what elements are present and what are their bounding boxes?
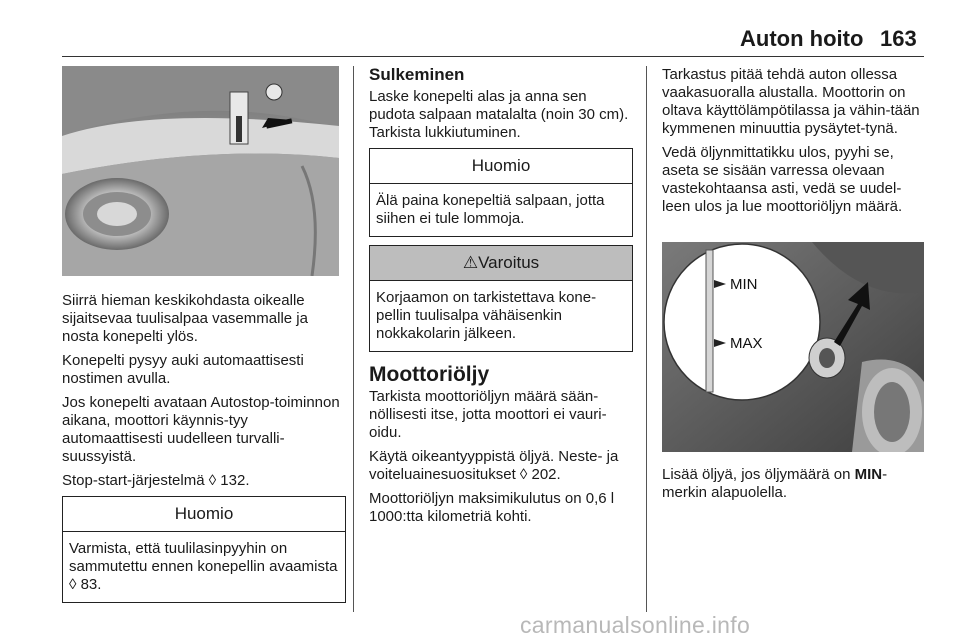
column-divider-1 (353, 66, 354, 612)
warning-body: Korjaamon on tarkistettava kone-pellin tuulisalpa vähäisenkin nokkakolarin jälkeen. (376, 289, 597, 342)
oil-consumption-text: Moottoriöljyn maksimikulutus on 0,6 l 1000:tta kilometriä kohti. (369, 490, 615, 525)
autostop-text: Jos konepelti avataan Autostop-toiminnon aikana, moottori käynnis-tyy automaattisesti uudelleen turvalli-suussyistä. (62, 394, 340, 465)
column-3-bottom (662, 466, 928, 508)
note-heading: Huomio (370, 149, 632, 184)
note-body: Älä paina konepeltiä salpaan, jotta siihen ei tule lommoja. (376, 192, 605, 227)
header-rule (62, 56, 924, 57)
warning-heading-label: Varoitus (478, 253, 540, 272)
inspection-conditions-text: Tarkastus pitää tehdä auton ollessa vaakasuoralla alustalla. Moottorin on oltava käyttölämpötilassa ja vähin-tään kymmenen minuuttia pysäytet-tynä. (662, 66, 920, 137)
column-2 (369, 66, 633, 532)
page-number: 163 (880, 26, 917, 51)
note-box-hood (369, 148, 633, 237)
hood-open-instruction: Siirrä hieman keskikohdasta oikealle sijaitsevaa tuulisalpaa vasemmalle ja nosta konepelti ylös. (62, 292, 308, 345)
running-header-title: Auton hoito (740, 26, 864, 51)
dipstick-procedure-text: Vedä öljynmittatikku ulos, pyyhi se, aseta se sisään varressa olevaan vastekohtaansa asti, vedä se uudel-leen ulos ja lue moottoriöljyn määrä. (662, 144, 903, 215)
dipstick-photo (662, 242, 924, 452)
note-body: Varmista, että tuulilasinpyyhin on sammutettu ennen konepellin avaamista ◊ 83. (69, 540, 338, 593)
note-box-wiper (62, 496, 346, 603)
add-oil-text-post: -merkin alapuolella. (662, 466, 888, 501)
column-3 (662, 66, 928, 222)
add-oil-text (662, 466, 928, 502)
closing-text: Laske konepelti alas ja anna sen pudota salpaan matalalta (noin 30 cm). Tarkista lukkiutuminen. (369, 88, 629, 141)
warning-box (369, 245, 633, 352)
dipstick-min-label: MIN (730, 276, 758, 293)
stop-start-reference: Stop-start-järjestelmä ◊ 132. (62, 472, 250, 489)
column-divider-2 (646, 66, 647, 612)
hood-latch-photo (62, 66, 339, 276)
hood-lift-text: Konepelti pysyy auki automaattisesti nostimen avulla. (62, 352, 304, 387)
column-1 (62, 292, 346, 611)
dipstick-max-label: MAX (730, 335, 763, 352)
oil-check-text: Tarkista moottoriöljyn määrä sään-nöllisesti itse, jotta moottori ei vauri-oidu. (369, 388, 607, 441)
watermark: carmanualsonline.info (520, 612, 751, 638)
warning-heading (370, 246, 632, 281)
oil-type-text: Käytä oikeantyyppistä öljyä. Neste- ja voiteluainesuositukset ◊ 202. (369, 448, 619, 483)
note-heading: Huomio (63, 497, 345, 532)
min-mark-label: MIN (854, 466, 883, 483)
engine-oil-heading: Moottoriöljy (369, 363, 490, 386)
warning-icon: ⚠ (462, 253, 479, 272)
add-oil-text-pre: Lisää öljyä, jos öljymäärä on (662, 466, 855, 483)
closing-heading: Sulkeminen (369, 65, 465, 84)
